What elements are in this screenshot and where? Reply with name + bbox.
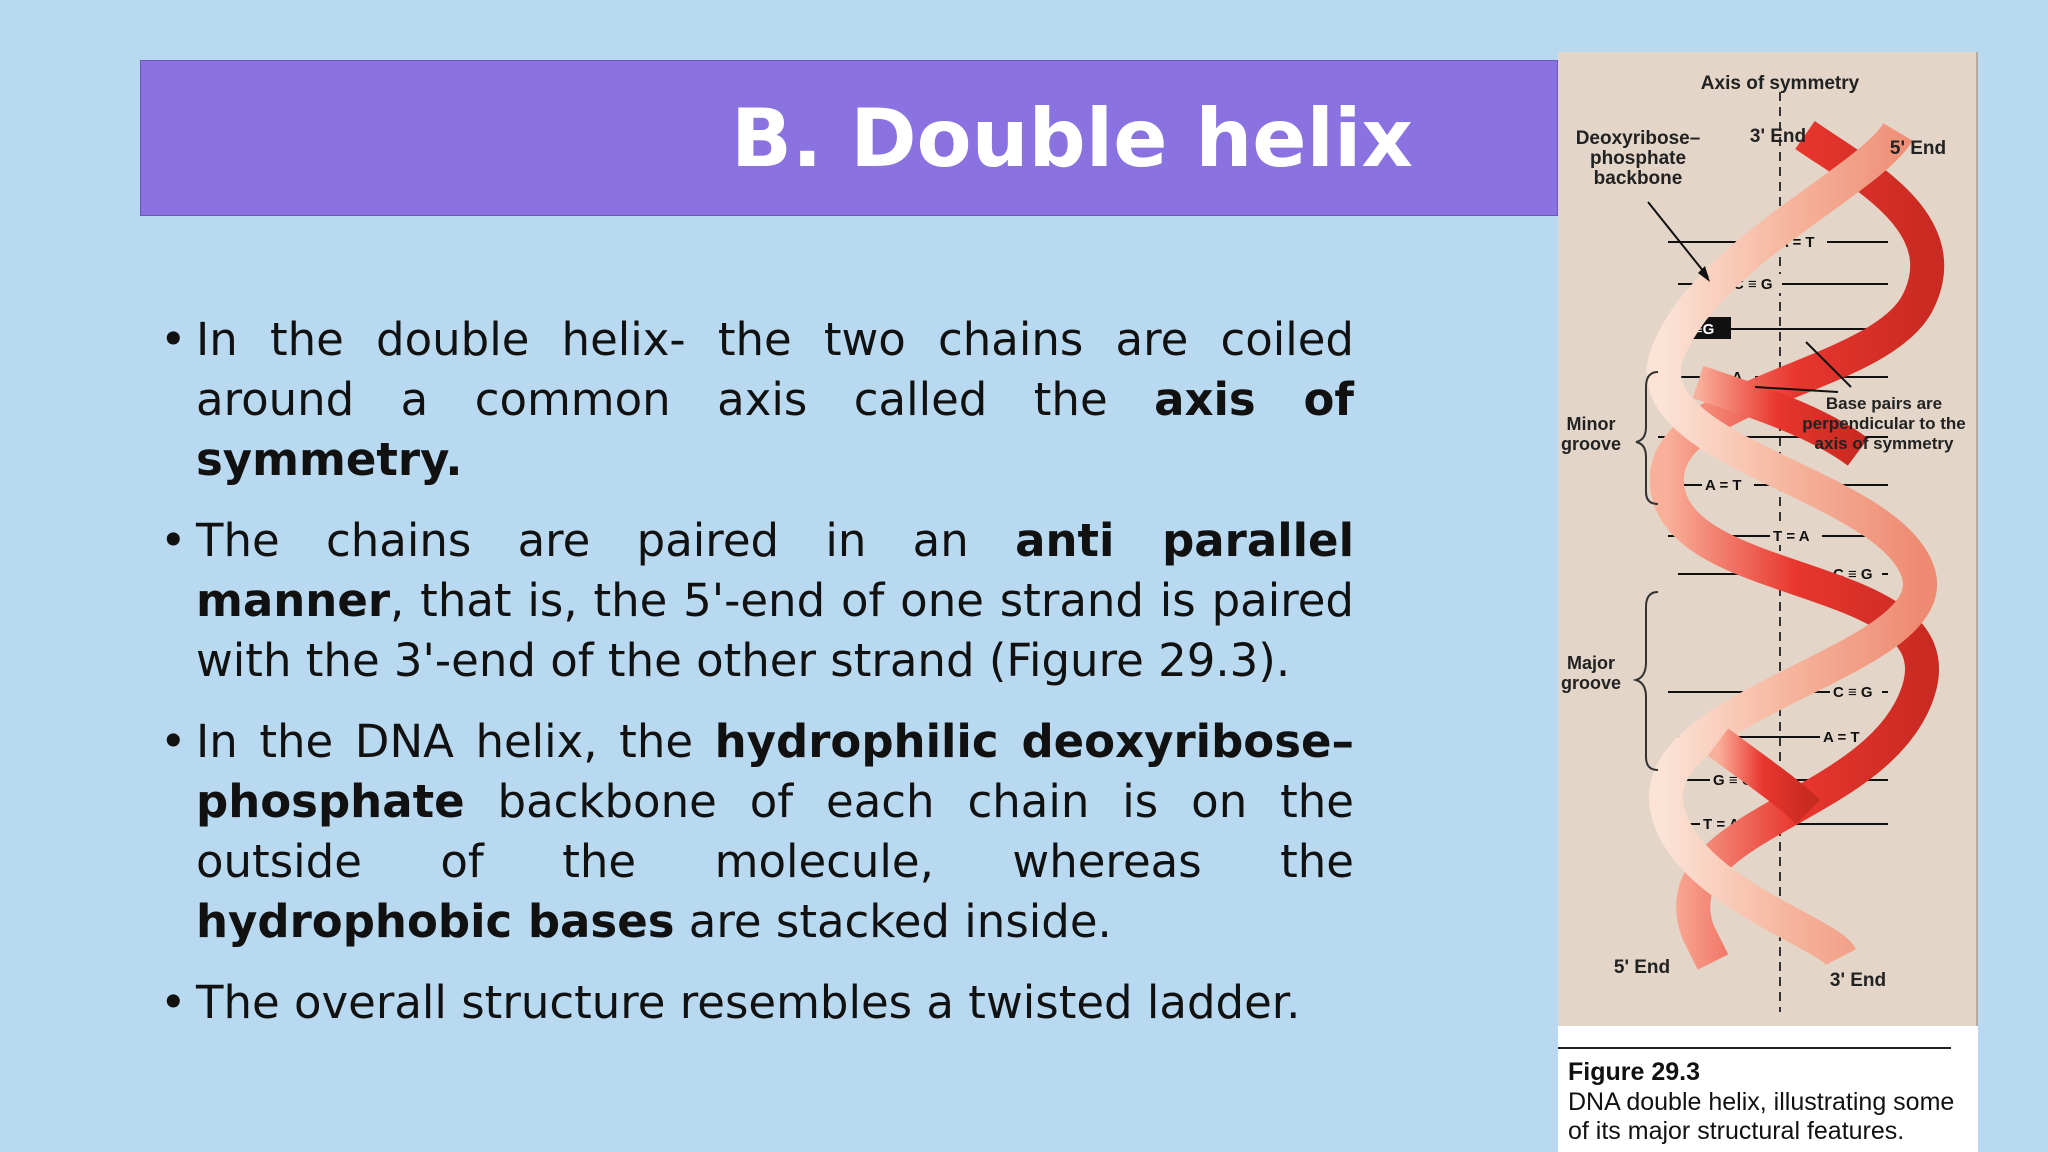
base-pairs-note-2: perpendicular to the [1802, 414, 1966, 433]
figure-caption: DNA double helix, illustrating some of its major structural features. [1568, 1088, 1955, 1145]
title-banner [140, 60, 1558, 216]
bullet-marker: • [160, 514, 187, 567]
text-run: , that is, the 5'-end of one strand is paired with the 3'-end of the other strand (Figure 29.3). [196, 574, 1354, 687]
figure-panel [1558, 52, 1978, 1026]
major-groove-bracket [1636, 592, 1658, 770]
bold-text: hydrophobic bases [196, 895, 675, 948]
end-label-top-right: 5' End [1889, 138, 1947, 159]
base-pair-label: C ≡ G [1833, 684, 1873, 701]
end-label-bottom-left: 5' End [1613, 957, 1671, 978]
base-pair-label: C≡G [1683, 321, 1715, 338]
base-pairs-note-1: Base pairs are [1825, 394, 1943, 413]
text-run: In the DNA helix, the [196, 715, 715, 768]
bullet-item [160, 973, 1354, 1033]
bullet-marker: • [160, 313, 187, 366]
figure-number: Figure 29.3 [1568, 1058, 1700, 1086]
major-groove-label-1: Major [1566, 653, 1616, 673]
base-pair-label: G ≡ C [1690, 429, 1730, 446]
bullet-item [160, 511, 1354, 691]
base-pair-label: G ≡ C [1713, 772, 1753, 789]
base-pair-label: T = A [1773, 528, 1810, 545]
text-run: backbone of each chain is on the outside of the molecule, whereas the [196, 775, 1354, 888]
minor-groove-label-2: groove [1560, 434, 1622, 454]
end-label-bottom-right: 3' End [1829, 970, 1887, 991]
base-pair-label: T = A [1703, 816, 1740, 833]
bullet-marker: • [160, 976, 187, 1029]
double-helix-diagram [1558, 52, 1978, 1026]
end-label-top-left: 3' End [1749, 126, 1807, 147]
text-run: In the double helix- the two chains are coiled around a common axis called the [196, 313, 1354, 426]
minor-groove-label-1: Minor [1566, 414, 1616, 434]
slide-title: B. Double helix [731, 92, 1413, 185]
caption-rule [1558, 1047, 1951, 1049]
bullet-item [160, 712, 1354, 952]
axis-label: Axis of symmetry [1700, 73, 1860, 94]
text-run: are stacked inside. [674, 895, 1112, 948]
bold-text: anti parallel manner [196, 514, 1355, 627]
backbone-label-3: backbone [1593, 168, 1683, 189]
backbone-arrow [1648, 202, 1708, 277]
base-pairs-note-3: axis of symmetry [1814, 434, 1954, 453]
base-pair-label: T = A [1706, 369, 1743, 386]
bullet-item [160, 310, 1354, 490]
bold-text: hydrophilic deoxyribose–phosphate [196, 715, 1355, 828]
base-pair-label: C ≡ G [1833, 566, 1873, 583]
dna-figure [1558, 52, 1978, 1152]
base-pair-label: A = T [1778, 234, 1815, 251]
text-run: The overall structure resembles a twisted ladder. [196, 976, 1301, 1029]
bullet-marker: • [160, 715, 187, 768]
base-pair-label: A = T [1823, 729, 1860, 746]
bold-text: axis of symmetry. [196, 373, 1355, 486]
base-pair-label: C ≡ G [1733, 276, 1773, 293]
backbone-label-1: Deoxyribose– [1575, 128, 1701, 149]
major-groove-label-2: groove [1560, 673, 1622, 693]
bullet-list [160, 310, 1354, 1054]
base-pair-label: A = T [1705, 477, 1742, 494]
backbone-label-2: phosphate [1589, 148, 1687, 169]
text-run: The chains are paired in an [196, 514, 1016, 567]
